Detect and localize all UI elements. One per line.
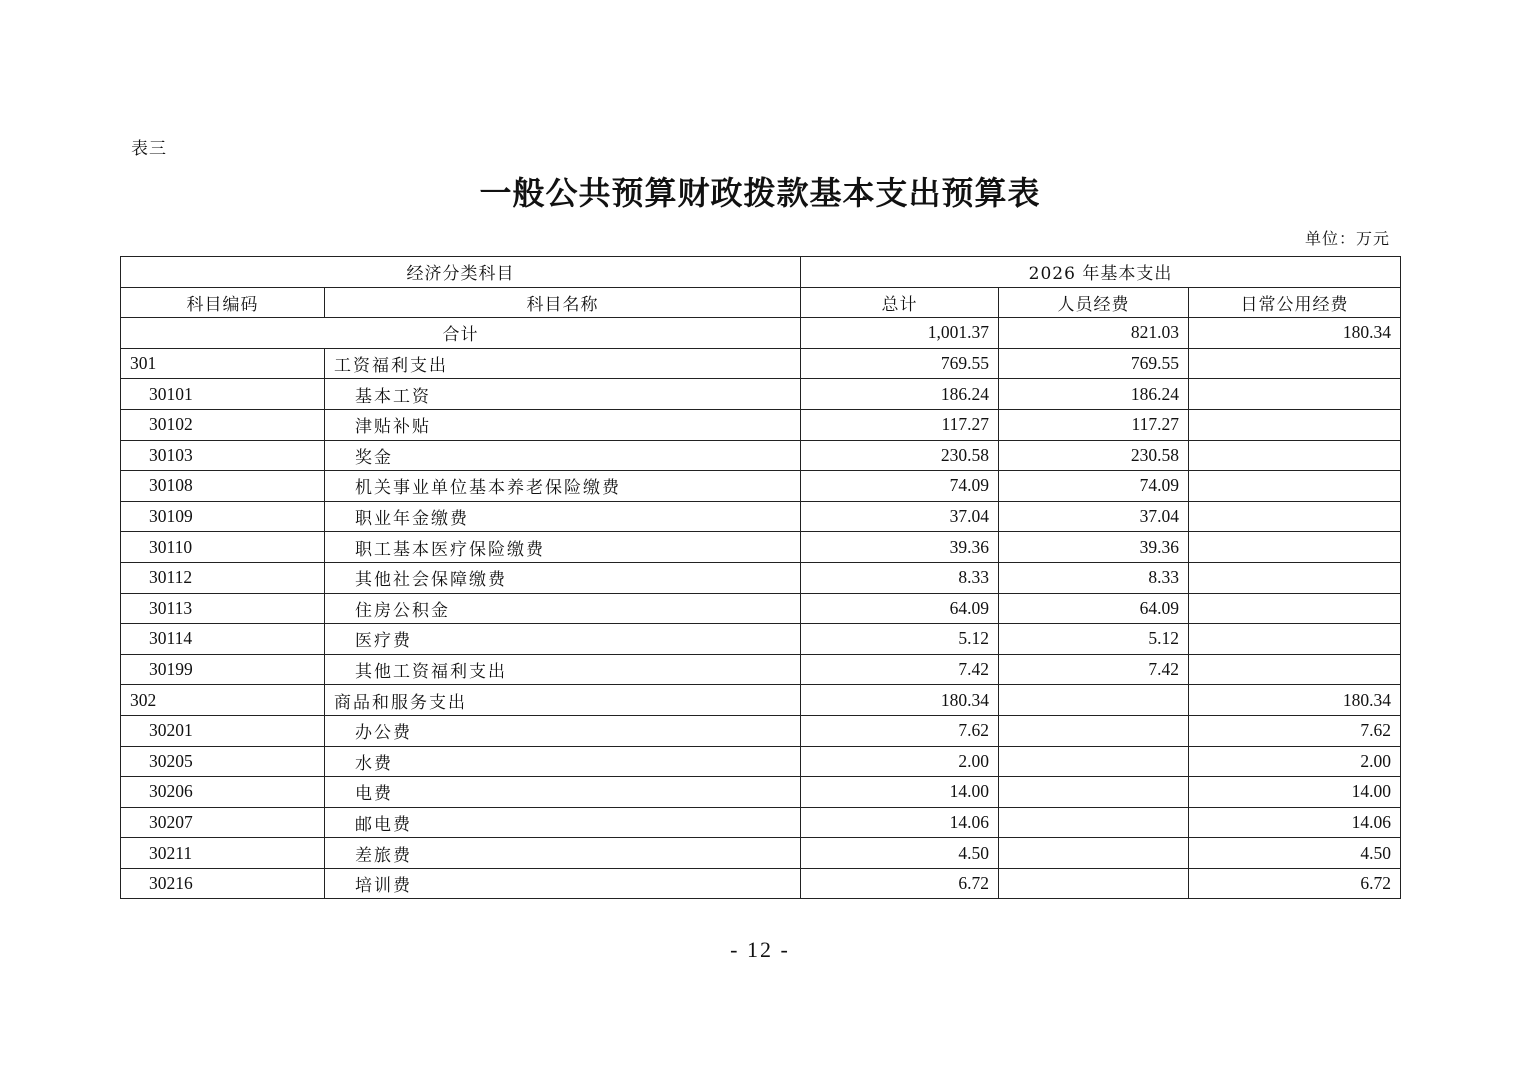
table-row: [121, 868, 1401, 899]
header-column-row: [121, 287, 1401, 318]
row-code: 30112: [121, 562, 325, 593]
header-group-row: [121, 257, 1401, 288]
row-personnel: [999, 868, 1189, 899]
row-name: 奖金: [325, 440, 801, 471]
header-code: 科目编码: [121, 287, 325, 318]
row-personnel: [999, 746, 1189, 777]
summary-public: 180.34: [1189, 318, 1401, 349]
row-personnel: 5.12: [999, 624, 1189, 655]
row-code: 30103: [121, 440, 325, 471]
row-personnel: 117.27: [999, 409, 1189, 440]
table-row: [121, 654, 1401, 685]
row-name: 基本工资: [325, 379, 801, 410]
table-row: [121, 746, 1401, 777]
row-personnel: 230.58: [999, 440, 1189, 471]
row-code: 30108: [121, 471, 325, 502]
table-row: [121, 532, 1401, 563]
row-name: 办公费: [325, 715, 801, 746]
row-total: 4.50: [801, 838, 999, 869]
row-code: 302: [121, 685, 325, 716]
row-personnel: 39.36: [999, 532, 1189, 563]
row-total: 230.58: [801, 440, 999, 471]
row-name: 培训费: [325, 868, 801, 899]
row-code: 30101: [121, 379, 325, 410]
row-name: 职工基本医疗保险缴费: [325, 532, 801, 563]
row-personnel: 74.09: [999, 471, 1189, 502]
row-personnel: 8.33: [999, 562, 1189, 593]
row-personnel: 37.04: [999, 501, 1189, 532]
row-public: [1189, 471, 1401, 502]
row-code: 30206: [121, 777, 325, 808]
header-public: 日常公用经费: [1189, 287, 1401, 318]
row-personnel: 186.24: [999, 379, 1189, 410]
row-public: [1189, 593, 1401, 624]
table-row: [121, 501, 1401, 532]
row-code: 30102: [121, 409, 325, 440]
row-name: 差旅费: [325, 838, 801, 869]
row-total: 64.09: [801, 593, 999, 624]
row-total: 39.36: [801, 532, 999, 563]
header-basic-expenditure: 2026 年基本支出: [801, 257, 1401, 288]
row-total: 117.27: [801, 409, 999, 440]
row-code: 301: [121, 348, 325, 379]
summary-row: [121, 318, 1401, 349]
header-total: 总计: [801, 287, 999, 318]
row-personnel: [999, 777, 1189, 808]
row-total: 7.42: [801, 654, 999, 685]
row-total: 74.09: [801, 471, 999, 502]
table-row: [121, 562, 1401, 593]
row-name: 医疗费: [325, 624, 801, 655]
row-name: 津贴补贴: [325, 409, 801, 440]
row-public: 14.06: [1189, 807, 1401, 838]
table-row: [121, 348, 1401, 379]
table-row: [121, 807, 1401, 838]
unit-label: 单位：万元: [1304, 229, 1390, 248]
row-name: 商品和服务支出: [325, 685, 801, 716]
table-label: 表三: [131, 139, 167, 159]
row-code: 30211: [121, 838, 325, 869]
row-code: 30114: [121, 624, 325, 655]
row-code: 30207: [121, 807, 325, 838]
row-name: 工资福利支出: [325, 348, 801, 379]
row-total: 180.34: [801, 685, 999, 716]
row-code: 30109: [121, 501, 325, 532]
row-public: [1189, 532, 1401, 563]
row-name: 职业年金缴费: [325, 501, 801, 532]
row-personnel: [999, 715, 1189, 746]
row-personnel: [999, 838, 1189, 869]
row-public: 14.00: [1189, 777, 1401, 808]
row-code: 30205: [121, 746, 325, 777]
row-name: 其他工资福利支出: [325, 654, 801, 685]
row-total: 14.06: [801, 807, 999, 838]
row-personnel: 64.09: [999, 593, 1189, 624]
summary-label: 合计: [121, 318, 801, 349]
row-public: [1189, 654, 1401, 685]
summary-total: 1,001.37: [801, 318, 999, 349]
row-personnel: [999, 685, 1189, 716]
row-name: 电费: [325, 777, 801, 808]
row-total: 2.00: [801, 746, 999, 777]
row-personnel: 7.42: [999, 654, 1189, 685]
row-public: [1189, 379, 1401, 410]
row-code: 30110: [121, 532, 325, 563]
row-total: 7.62: [801, 715, 999, 746]
row-public: 180.34: [1189, 685, 1401, 716]
row-name: 住房公积金: [325, 593, 801, 624]
row-code: 30216: [121, 868, 325, 899]
summary-personnel: 821.03: [999, 318, 1189, 349]
row-code: 30113: [121, 593, 325, 624]
row-personnel: [999, 807, 1189, 838]
row-total: 769.55: [801, 348, 999, 379]
table-row: [121, 838, 1401, 869]
table-row: [121, 409, 1401, 440]
row-public: [1189, 348, 1401, 379]
table-row: [121, 715, 1401, 746]
page-number: - 12 -: [730, 937, 790, 962]
table-row: [121, 440, 1401, 471]
row-public: [1189, 562, 1401, 593]
header-name: 科目名称: [325, 287, 801, 318]
row-name: 水费: [325, 746, 801, 777]
header-economic-classification: 经济分类科目: [121, 257, 801, 288]
row-name: 其他社会保障缴费: [325, 562, 801, 593]
row-personnel: 769.55: [999, 348, 1189, 379]
document-title: 一般公共预算财政拨款基本支出预算表: [479, 174, 1041, 212]
table-row: [121, 624, 1401, 655]
table-row: [121, 379, 1401, 410]
row-total: 14.00: [801, 777, 999, 808]
header-personnel: 人员经费: [999, 287, 1189, 318]
row-public: [1189, 501, 1401, 532]
budget-table-body: [121, 257, 1401, 899]
row-total: 37.04: [801, 501, 999, 532]
row-total: 5.12: [801, 624, 999, 655]
row-public: [1189, 409, 1401, 440]
table-row: [121, 471, 1401, 502]
row-public: 4.50: [1189, 838, 1401, 869]
row-public: 6.72: [1189, 868, 1401, 899]
table-row: [121, 593, 1401, 624]
row-total: 6.72: [801, 868, 999, 899]
table-row: [121, 685, 1401, 716]
row-name: 邮电费: [325, 807, 801, 838]
row-public: 7.62: [1189, 715, 1401, 746]
row-code: 30199: [121, 654, 325, 685]
row-public: 2.00: [1189, 746, 1401, 777]
row-name: 机关事业单位基本养老保险缴费: [325, 471, 801, 502]
budget-table: [120, 256, 1401, 899]
table-row: [121, 777, 1401, 808]
row-public: [1189, 624, 1401, 655]
row-public: [1189, 440, 1401, 471]
row-total: 8.33: [801, 562, 999, 593]
row-total: 186.24: [801, 379, 999, 410]
row-code: 30201: [121, 715, 325, 746]
